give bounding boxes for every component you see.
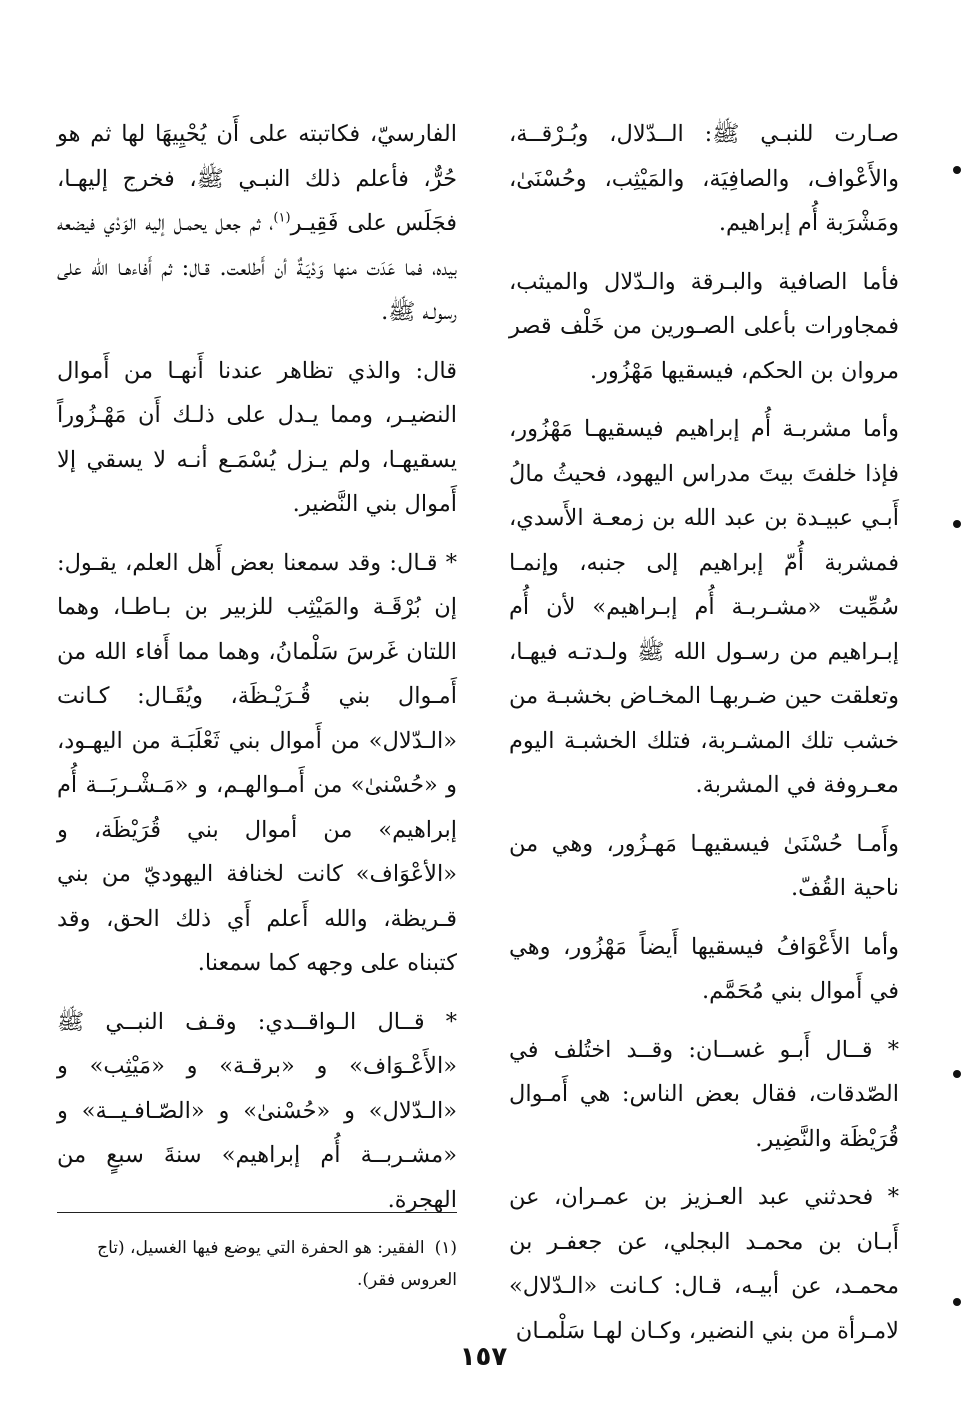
paragraph-text: الفارسيّ، فكاتبته على أَن يُحْيِيهَا لها ثم هو حُرٌّ، فأعلم ذلك النبـي ﷺ، فخرج إليهـا، فجَلَس على فَقِيـر — [57, 121, 457, 236]
right-column — [509, 112, 899, 1367]
paragraph: صـارت للنبـي ﷺ: الــدّلال، وبُـرْقــة، والأَعْواف، والصافِيَة، والمَيْثِب، وحُسْنَىٰ، ومَشْرَبة أُم إبراهيم. — [509, 121, 899, 236]
footnote-divider — [57, 1212, 457, 1213]
footnote-number: (١) — [434, 1238, 457, 1258]
footnote-reference[interactable]: (١) — [273, 210, 291, 226]
paragraph: * قــال الـواقــدي: وقـف النبــي ﷺ «الأَعْـوَاف» و «برقـة» و «مَيْثِب» و «الـدّلال» و «حُسْنىٰ» و «الصّـافـيــة» و «مشـربــة أُم إبراهيم» سنةَ سبعٍ من الهجرة. — [57, 1008, 457, 1213]
paragraph: وأما الأَعْوَافُ فيسقيها أَيضاً مَهْزُور، وهي في أَموال بني مُحَمَّم. — [509, 933, 899, 1004]
paragraph: قال: والذي تظاهر عندنا أَنهـا من أَموال النضيـر، ومما يـدل على ذلـك أَن مَهْـزُوراً يسقيهـا، ولم يـزل يُسْمَـع أنـه لا يسقي إلا أَموال بني النَّضير. — [57, 357, 457, 517]
margin-mark — [953, 166, 961, 174]
paragraph: وأما مشربـة أُم إبراهيم فيسقيهـا مَهْزُور، فإذا خلفتَ بيتَ مدراس اليهود، فحيثُ مالُ أَبـي عبيـدة بن عبد الله بن زمعـة الأَسدي، فمشربة أُمّ إبراهيم إلى جنبه، وإنمـا سُمِّيت «مشـربـة أُم إبـراهيم» لأن أُم إبـراهيم من رسـول الله ﷺ ولـدتـه فيهـا، وتعلقت حين ضـربهـا المخـاض بخشبـة من خشب تلك المشـربة، فتلك الخشبـة اليوم معـروفة في المشربة. — [509, 416, 899, 798]
paragraph: * فحدثني عبد العـزيز بن عمـران، عن أَبـان بن محمـد البجلي، عن جعفـر بن محمـد، عن أبيـه، قـال: كـانت «الـدّلال» لامـرأة من بني النضير، وكـان لهـا سَلْمـان — [509, 1184, 899, 1344]
paragraph: فأما الصافية والبـرقة والـدّلال والميثب، فمجاورات بأعلى الصـورين من خَلْف قصر مروان بن الحكم، فيسقيها مَهْزُور. — [509, 268, 899, 384]
paragraph-text: ، ثم جعل يحمـل إليه الوَدْي فيضعه بيده، فما عَدَت منها وَدْيَـةٌ أن أَطلعت. قـال: ثم أَفاءهـا الله على رسولـه ﷺ. — [57, 210, 457, 325]
paragraph: وأَمـا حُسْنَىٰ فيسقيهـا مَهـزُور، وهي من ناحية القُفّ. — [509, 830, 899, 901]
paragraph: * قـال: وقد سمعنا بعض أَهل العلم، يقـول: إن بُرْقَـة والمَيْثِب للزبير بن بـاطـا، وهما اللتان غَرسَ سَلْمانُ، وهما مما أَفاء الله من أَمـوال بني قُـرَيْـظَة، ويُقَـال: كـانت «الـدّلال» من أَموال بني ثَعْلَبَـة من اليهـود، و «حُسْنىٰ» من أَمـوالهـم، و «مَـشْـربَــة أُم إبراهيم» من أموال بني قُرَيْظَة، و «الأعْوَاف» كانت لخنافة اليهوديّ من بني قـريظة، والله أَعلم أَي ذلك الحق، وقد كتبناه على وجهه كما سمعنا. — [57, 549, 457, 976]
left-column — [57, 112, 457, 1230]
footnote — [57, 1232, 457, 1296]
paragraph — [57, 112, 457, 335]
margin-mark — [953, 1298, 961, 1306]
margin-mark — [953, 1070, 961, 1078]
footnote-text: الفقير: هو الحفرة التي يوضع فيها الغسيل، (تاج العروس فقر). — [97, 1238, 457, 1290]
margin-mark — [953, 520, 961, 528]
page-number: ١٥٧ — [459, 1342, 508, 1372]
paragraph: * قــال أَبـو غســان: وقــد اختُلف في الصّدقات، فقال بعض الناس: هي أَمـوال قُرَيْظَة والنَّضِير. — [509, 1036, 899, 1152]
